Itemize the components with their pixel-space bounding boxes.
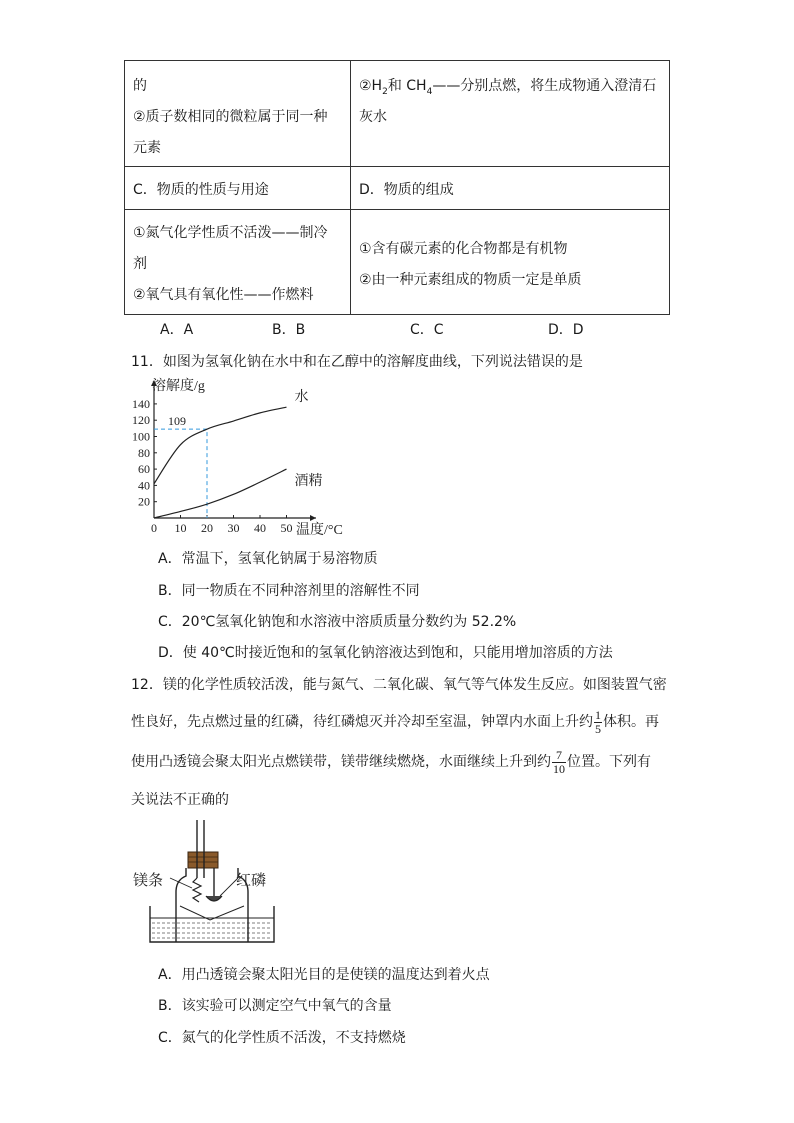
series-label-ethanol: 酒精 (294, 474, 323, 490)
y-tick-label: 60 (138, 462, 150, 477)
cell-text: ②氧气具有氧化性——作燃料 (133, 287, 314, 303)
table-cell-row2-right (351, 167, 669, 209)
subscript: 4 (426, 87, 433, 97)
cell-text: 剂 (133, 256, 147, 272)
annotation-label: 109 (168, 414, 186, 429)
q12-option-a: A．用凸透镜会聚太阳光目的是使镁的温度达到着火点 (158, 967, 490, 983)
label-red-phosphorus: 红磷 (236, 873, 267, 889)
y-tick-label: 40 (138, 478, 150, 493)
q11-option-c: C．20℃氢氧化钠饱和水溶液中溶质质量分数约为 52.2% (158, 614, 517, 630)
label-magnesium: 镁条 (133, 873, 164, 889)
cell-text: 灰水 (359, 109, 387, 125)
magnesium-ribbon (193, 878, 201, 902)
cell-text: ②质子数相同的微粒属于同一种 (133, 109, 328, 125)
q10-option-a: A．A (160, 322, 194, 338)
fraction-denominator: 10 (553, 761, 565, 776)
y-tick-label: 120 (132, 413, 150, 428)
x-tick-label: 10 (174, 521, 187, 535)
cell-text: ①氮气化学性质不活泼——制冷 (133, 225, 328, 241)
q10-option-d: D．D (548, 322, 584, 338)
cell-text: ①含有碳元素的化合物都是有机物 (359, 241, 568, 257)
q10-option-b: B．B (272, 322, 306, 338)
x-tick-label: 50 (280, 521, 293, 535)
subscript: 2 (382, 87, 388, 97)
stem-text: 体积。再 (603, 714, 659, 730)
q11-option-d: D．使 40℃时接近饱和的氢氧化钠溶液达到饱和，只能用增加溶质的方法 (158, 645, 613, 661)
series-label-water: 水 (294, 390, 309, 406)
bell-jar-apparatus-diagram (128, 816, 288, 948)
stem-text: 使用凸透镜会聚太阳光点燃镁带，镁带继续燃烧，水面继续上升到约 (131, 754, 551, 770)
q11-option-a: A．常温下，氢氧化钠属于易溶物质 (158, 551, 378, 567)
water-trough (150, 906, 274, 942)
table-cell-row3-right (351, 210, 669, 314)
q12-stem-line1: 12．镁的化学性质较活泼，能与氮气、二氧化碳、氧气等气体发生反应。如图装置气密 (131, 677, 667, 693)
series-line-ethanol (154, 469, 287, 518)
cell-text (359, 75, 656, 95)
table-cell-row1-right (351, 61, 669, 166)
formula-text: 和 CH (387, 78, 427, 94)
formula-text: ②H (359, 78, 383, 94)
q10-option-c: C．C (410, 322, 444, 338)
y-tick-label: 20 (138, 494, 150, 509)
rubber-stopper (188, 852, 218, 868)
phosphorus-spoon (206, 868, 222, 901)
x-axis-arrow (310, 515, 316, 521)
formula-text: ——分别点燃，将生成物通入澄清石 (432, 78, 657, 94)
fraction-numerator: 1 (595, 707, 601, 722)
x-tick-label: 30 (227, 521, 240, 535)
y-tick-label: 100 (132, 429, 150, 444)
question-10-table (124, 60, 670, 315)
fraction-seven-tenths (552, 749, 566, 776)
x-tick-label: 0 (151, 521, 157, 535)
cell-text: ②由一种元素组成的物质一定是单质 (359, 272, 582, 288)
x-axis-label: 温度/°C (296, 523, 343, 538)
solubility-chart (120, 374, 360, 540)
table-cell-row1-left (125, 61, 350, 166)
y-tick-label: 140 (132, 396, 150, 411)
fraction-numerator: 7 (552, 749, 566, 763)
stem-text: 位置。下列有 (567, 754, 651, 770)
q12-stem-line2 (131, 704, 659, 740)
cell-text: C．物质的性质与用途 (133, 182, 269, 198)
q12-stem-line3 (131, 744, 651, 780)
fraction-denominator: 5 (595, 721, 601, 736)
q12-stem-line4: 关说法不正确的 (131, 792, 229, 808)
q11-stem: 11．如图为氢氧化钠在水中和在乙醇中的溶解度曲线，下列说法错误的是 (131, 354, 583, 370)
cell-text: D．物质的组成 (359, 182, 454, 198)
x-tick-label: 40 (254, 521, 266, 535)
q12-option-c: C．氮气的化学性质不活泼，不支持燃烧 (158, 1030, 406, 1046)
stem-text: 性良好，先点燃过量的红磷，待红磷熄灭并冷却至室温，钟罩内水面上升约 (131, 714, 593, 730)
fraction-one-fifth (594, 709, 602, 736)
table-cell-row3-left (125, 210, 350, 314)
y-tick-label: 80 (138, 445, 150, 460)
y-axis-label: 溶解度/g (152, 379, 205, 394)
q12-option-b: B．该实验可以测定空气中氧气的含量 (158, 998, 392, 1014)
annotation-guide-line (154, 429, 207, 518)
x-tick-label: 20 (201, 521, 213, 535)
q11-option-b: B．同一物质在不同种溶剂里的溶解性不同 (158, 583, 420, 599)
table-cell-row2-left (125, 167, 350, 209)
cell-text: 元素 (133, 140, 161, 156)
cell-text: 的 (133, 78, 147, 94)
